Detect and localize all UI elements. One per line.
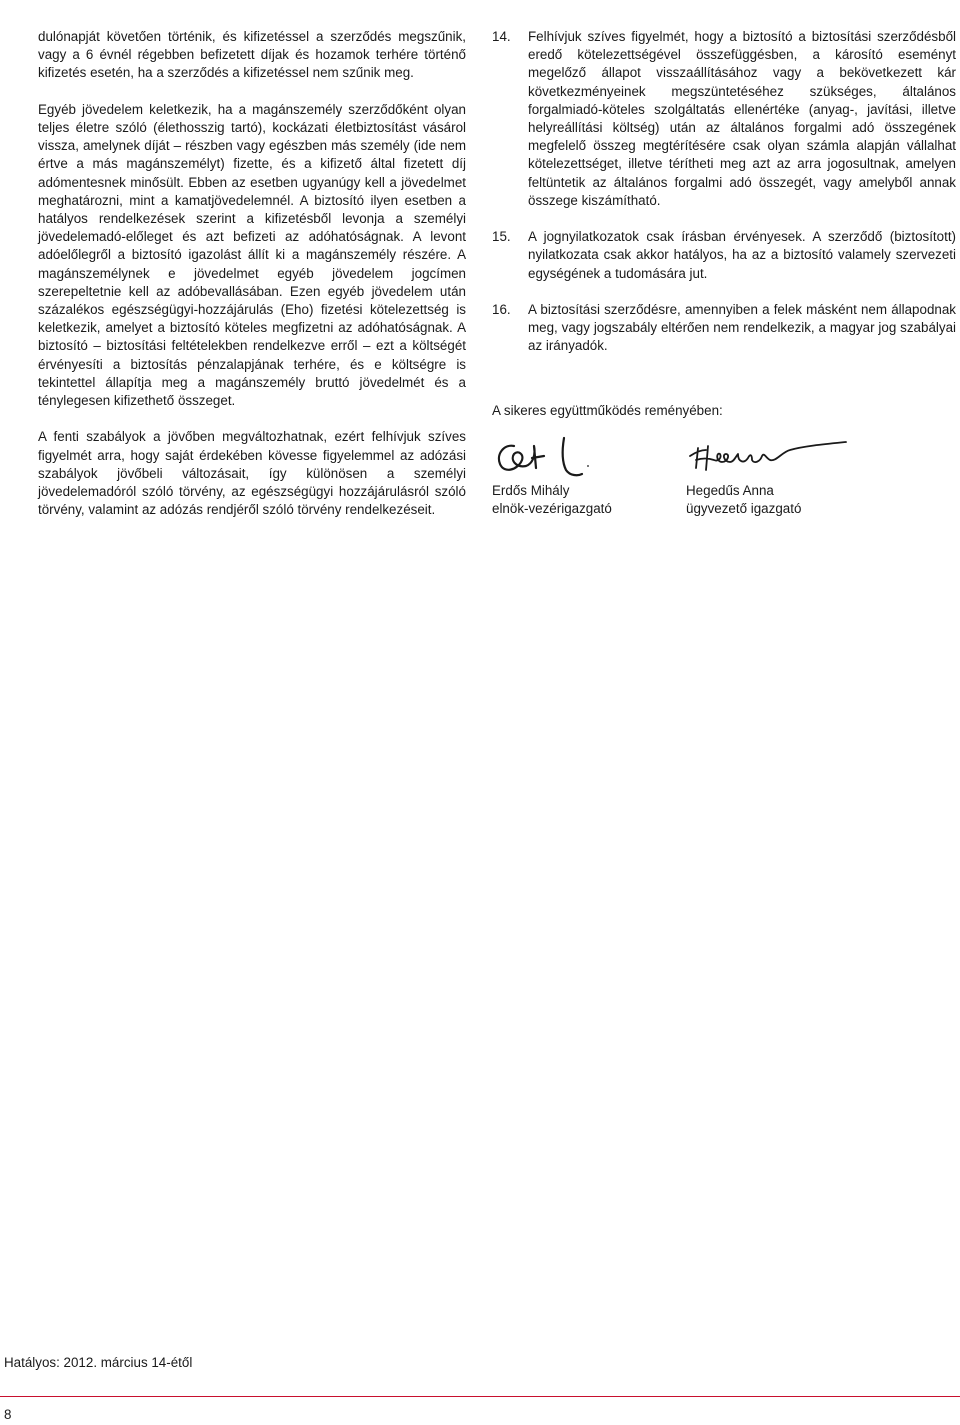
clause-text: A jognyilatkozatok csak írásban érvényesek. A szerződő (biztosított) nyilatkozata csak akkor hatályos, ha az a biztosító valamely szervezeti egységének a tudomására jut. bbox=[528, 229, 956, 281]
clause-14 bbox=[492, 28, 956, 210]
right-column bbox=[492, 28, 956, 532]
paragraph-tax-continuation: dulónapját követően történik, és kifizetéssel a szerződés megszűnik, vagy a 6 évnél régebben befizetett díjak és hozamok terhére történő kifizetés esetén, ha a szerződés a kifizetéssel nem szűnik meg. bbox=[38, 29, 466, 81]
handwritten-signature-icon bbox=[492, 432, 602, 482]
footer-rule bbox=[0, 1396, 960, 1397]
signature-hegedus bbox=[686, 432, 856, 518]
signer-title: ügyvezető igazgató bbox=[686, 501, 802, 517]
clause-number: 15. bbox=[492, 229, 511, 245]
signature-erdos bbox=[492, 432, 612, 518]
clause-16 bbox=[492, 301, 956, 356]
signer-name: Erdős Mihály bbox=[492, 482, 570, 498]
left-column bbox=[38, 28, 466, 538]
clause-number: 14. bbox=[492, 29, 511, 44]
closing-line: A sikeres együttműködés reményében: bbox=[492, 402, 723, 418]
clause-text: Felhívjuk szíves figyelmét, hogy a biztosító a biztosítási szerződésből eredő kötelezettségével összefüggésben, a károsító eseményt megelőző állapot visszaállításához vagy a bekövetkezett kár következményeinek megszüntetéséhez szükséges, általános forgalmiadó-köteles szolgáltatás ellenértéke (anyag-, javítási, illetve helyreállítási költség) után az általános forgalmi adó összegének megfelelő összeg megtérítésére csak olyan számla alapján vállalhat kötelezettséget, illetve térítheti meg azt az arra jogosultnak, amelyen feltüntetik az általános forgalmi adó összegét, vagy amelyből annak összege kiszámítható. bbox=[528, 29, 956, 208]
paragraph-other-income: Egyéb jövedelem keletkezik, ha a magánszemély szerződőként olyan teljes életre szóló (élethosszig tartó), kockázati életbiztosítást vásárol vissza, amelynek díját – részben vagy egészben más személy (ide nem értve a más magánszemélyt) fizette, és a kifizető által fizetett díj adómentesnek minősült. Ebben az esetben ugyanúgy kell a jövedelmet meghatározni, mint a kamatjövedelemnél. A biztosító ilyen esetben a hatályos rendelkezések szerint a kifizetésből levonja a személyi jövedelemadó-előleget és azt befizeti az adóhatóságnak. A levont adóelőlegről a biztosító igazolást állít ki a magánszemély részére. A magánszemélynek e jövedelmet egyéb jövedelem jogcímen szerepeltetnie kell az adóbevallásában. Ezen egyéb jövedelem után százalékos egészségügyi-hozzájárulás (Eho) fizetési kötelezettség is keletkezik, amelyet a biztosító köteles megfizetni az adóhatóságnak. A biztosító – biztosítási feltételekben rendelkezve erről – ezt a költségét érvényesíti a biztosítás pénzalapjának terhére, és e költségre is tekintettel állapítja meg a magánszemély bruttó jövedelmét és a ténylegesen kifizethető összeget. bbox=[38, 101, 466, 409]
signer-title: elnök-vezérigazgató bbox=[492, 501, 612, 517]
clause-number: 16. bbox=[492, 302, 511, 318]
paragraph-rules-notice: A fenti szabályok a jövőben megváltozhatnak, ezért felhívjuk szíves figyelmét arra, hogy saját érdekében kövesse figyelemmel az adózási szabályok jövőbeli változásait, így különösen a személyi jövedelemadóról szóló törvény, az egészségügyi hozzájárulásról szóló törvény, valamint az adózás rendjéről szóló törvény rendelkezéseit. bbox=[38, 429, 466, 518]
effective-date: Hatályos: 2012. március 14-étől bbox=[4, 1355, 193, 1370]
clause-15 bbox=[492, 228, 956, 283]
page-number: 8 bbox=[4, 1407, 12, 1422]
signer-name: Hegedűs Anna bbox=[686, 482, 774, 498]
signature-block bbox=[492, 432, 956, 532]
clause-text: A biztosítási szerződésre, amennyiben a felek másként nem állapodnak meg, vagy jogszabály eltérően nem rendelkezik, a magyar jog szabályai az irányadók. bbox=[528, 302, 956, 354]
handwritten-signature-icon bbox=[686, 432, 856, 482]
